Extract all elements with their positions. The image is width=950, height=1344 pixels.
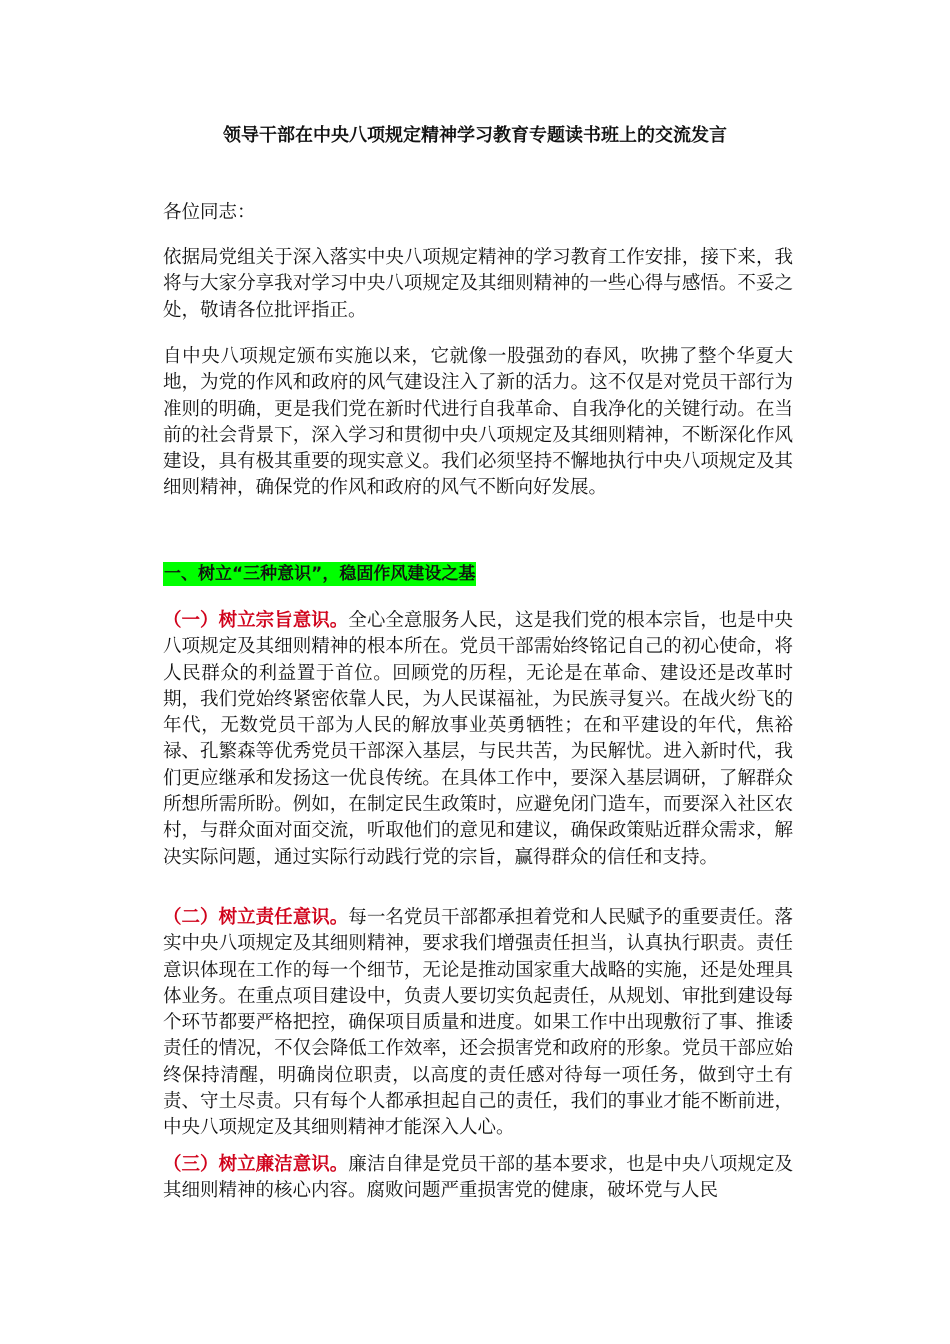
- intro-paragraph-1: 依据局党组关于深入落实中央八项规定精神的学习教育工作安排，接下来，我将与大家分享我对学习中央八项规定及其细则精神的一些心得与感悟。不妥之处，敬请各位批评指正。: [163, 247, 793, 321]
- section-heading: 一、树立“三种意识”，稳固作风建设之基: [164, 564, 476, 584]
- subsection-3: [163, 1152, 793, 1205]
- subsection-2-lead: （二）树立责任意识。: [163, 907, 349, 928]
- document-title: 领导干部在中央八项规定精神学习教育专题读书班上的交流发言: [223, 125, 727, 146]
- subsection-2-text: 每一名党员干部都承担着党和人民赋予的重要责任。落实中央八项规定及其细则精神，要求我们增强责任担当，认真执行职责。责任意识体现在工作的每一个细节，无论是推动国家重大战略的实施，还是处理具体业务。在重点项目建设中，负责人要切实负起责任，从规划、审批到建设每个环节都要严格把控，确保项目质量和进度。如果工作中出现敷衍了事、推诿责任的情况，不仅会降低工作效率，还会损害党和政府的形象。党员干部应始终保持清醒，明确岗位职责，以高度的责任感对待每一项任务，做到守土有责、守土尽责。只有每个人都承担起自己的责任，我们的事业才能不断前进，中央八项规定及其细则精神才能深入人心。: [163, 907, 793, 1139]
- subsection-1-lead: （一）树立宗旨意识。: [163, 610, 349, 631]
- subsection-1: [163, 608, 793, 871]
- subsection-3-lead: （三）树立廉洁意识。: [163, 1154, 349, 1175]
- subsection-2: [163, 905, 793, 1142]
- subsection-1-text: 全心全意服务人民，这是我们党的根本宗旨，也是中央八项规定及其细则精神的根本所在。党员干部需始终铭记自己的初心使命，将人民群众的利益置于首位。回顾党的历程，无论是在革命、建设还是改革时期，我们党始终紧密依靠人民，为人民谋福祉，为民族寻复兴。在战火纷飞的年代，无数党员干部为人民的解放事业英勇牺牲；在和平建设的年代，焦裕禄、孔繁森等优秀党员干部深入基层，与民共苦，为民解忧。进入新时代，我们更应继承和发扬这一优良传统。在具体工作中，要深入基层调研，了解群众所想所需所盼。例如，在制定民生政策时，应避免闭门造车，而要深入社区农村，与群众面对面交流，听取他们的意见和建议，确保政策贴近群众需求，解决实际问题，通过实际行动践行党的宗旨，赢得群众的信任和支持。: [163, 610, 793, 868]
- greeting: 各位同志：: [163, 202, 256, 223]
- intro-paragraph-2: 自中央八项规定颁布实施以来，它就像一股强劲的春风，吹拂了整个华夏大地，为党的作风和政府的风气建设注入了新的活力。这不仅是对党员干部行为准则的明确，更是我们党在新时代进行自我革命、自我净化的关键行动。在当前的社会背景下，深入学习和贯彻中央八项规定及其细则精神，不断深化作风建设，具有极其重要的现实意义。我们必须坚持不懈地执行中央八项规定及其细则精神，确保党的作风和政府的风气不断向好发展。: [163, 346, 793, 499]
- subsection-3-text: 廉洁自律是党员干部的基本要求，也是中央八项规定及其细则精神的核心内容。腐败问题严重损害党的健康，破坏党与人民: [163, 1154, 793, 1202]
